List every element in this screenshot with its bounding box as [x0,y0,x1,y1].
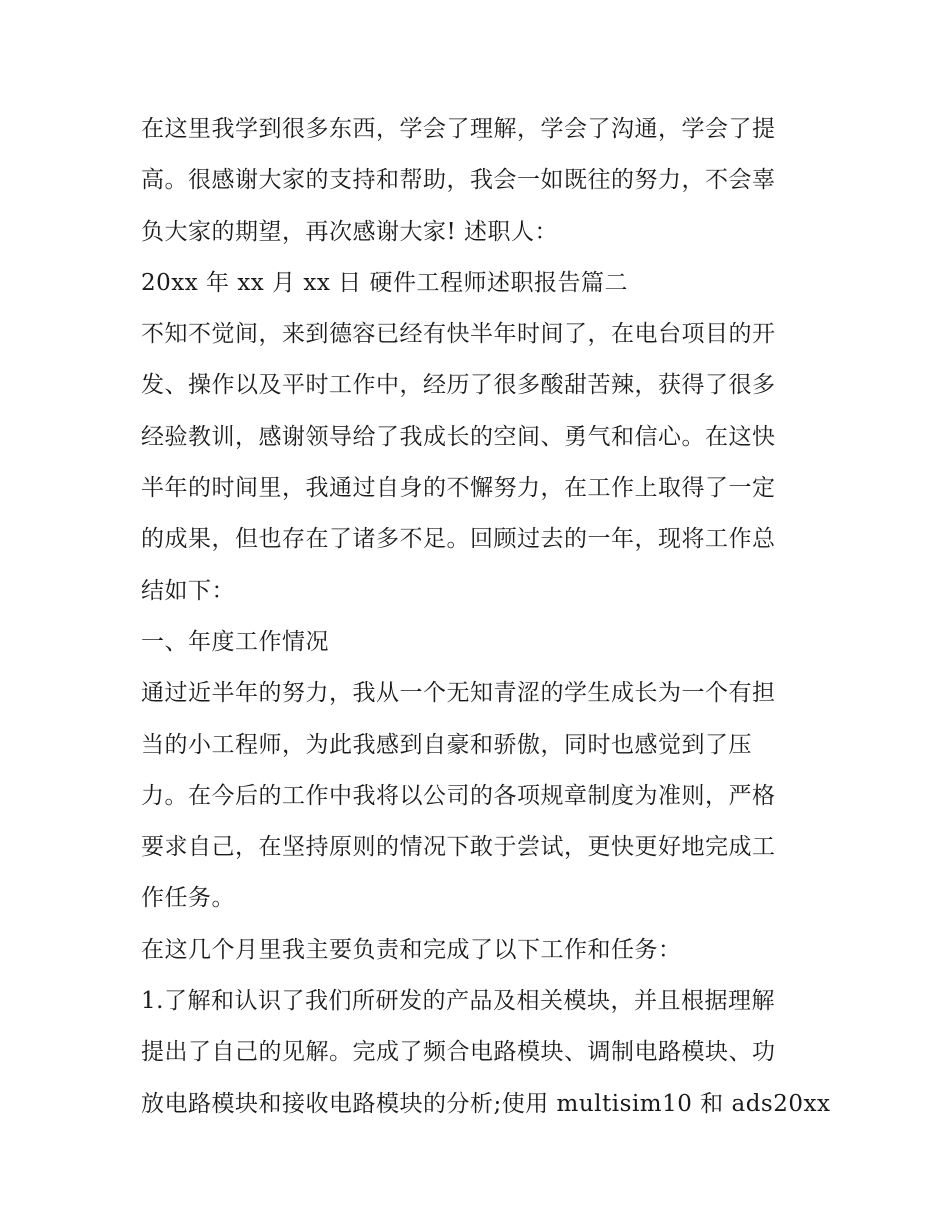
paragraph-line: 经验教训，感谢领导给了我成长的空间、勇气和信心。在这快 [141,423,776,450]
paragraph-line: 要求自己，在坚持原则的情况下敢于尝试，更快更好地完成工 [141,834,776,861]
paragraph-line: 当的小工程师，为此我感到自豪和骄傲，同时也感觉到了压 [141,731,752,758]
paragraph-line: 不知不觉间，来到德容已经有快半年时间了，在电台项目的开 [141,321,776,348]
paragraph-line: 通过近半年的努力，我从一个无知青涩的学生成长为一个有担 [141,680,776,707]
paragraph-line: 在这里我学到很多东西，学会了理解，学会了沟通，学会了提 [141,116,776,142]
list-item-line: 提出了自己的见解。完成了频合电路模块、调制电路模块、功 [141,1039,776,1066]
paragraph-line: 在这几个月里我主要负责和完成了以下工作和任务： [141,936,682,963]
list-item-line: 1.了解和认识了我们所研发的产品及相关模块，并且根据理解 [141,988,775,1015]
paragraph-line: 负大家的期望，再次感谢大家! 述职人： [141,218,559,245]
paragraph-line: 发、操作以及平时工作中，经历了很多酸甜苦辣，获得了很多 [141,372,776,399]
section-heading: 一、年度工作情况 [141,628,329,655]
paragraph-line: 作任务。 [141,885,235,912]
paragraph-line: 半年的时间里，我通过自身的不懈努力，在工作上取得了一定 [141,475,776,502]
paragraph-line: 的成果，但也存在了诸多不足。回顾过去的一年，现将工作总 [141,526,776,553]
document-body [141,104,831,1130]
paragraph-line: 结如下： [141,577,235,604]
paragraph-line: 高。很感谢大家的支持和帮助，我会一如既往的努力，不会辜 [141,167,776,194]
date-and-title-line: 20xx 年 xx 月 xx 日 硬件工程师述职报告篇二 [141,269,628,296]
paragraph-line: 力。在今后的工作中我将以公司的各项规章制度为准则，严格 [141,782,776,809]
list-item-line: 放电路模块和接收电路模块的分析;使用 multisim10 和 ads20xx [141,1090,831,1117]
